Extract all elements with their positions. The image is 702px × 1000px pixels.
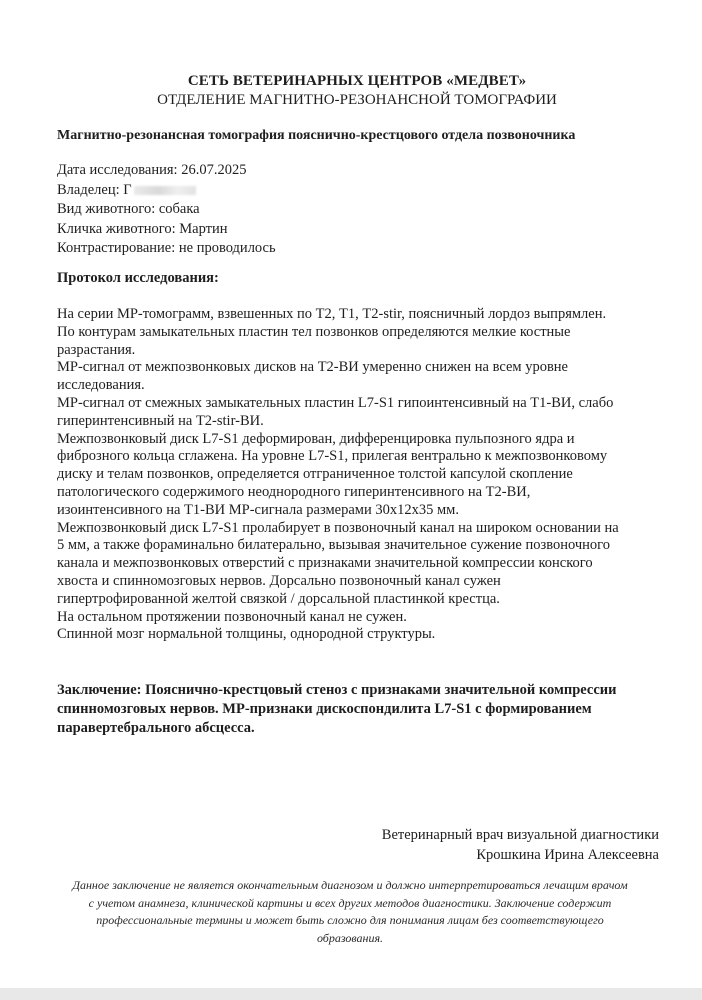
protocol-line: хвоста и спинномозговых нервов. Дорсально позвоночный канал сужен bbox=[57, 572, 501, 589]
report-header bbox=[0, 72, 702, 110]
protocol-body bbox=[57, 306, 677, 644]
disclaimer-line: Данное заключение не является окончательным диагнозом и должно интерпретироваться лечащим врачом bbox=[72, 878, 628, 892]
owner-redacted-blur bbox=[134, 186, 196, 195]
clinic-network-name: СЕТЬ ВЕТЕРИНАРНЫХ ЦЕНТРОВ «МЕДВЕТ» bbox=[187, 73, 527, 89]
species-row: Вид животного: собака bbox=[57, 201, 200, 217]
department-name: ОТДЕЛЕНИЕ МАГНИТНО-РЕЗОНАНСНОЙ ТОМОГРАФИИ bbox=[157, 92, 557, 108]
disclaimer-line: с учетом анамнеза, клинической картины и всех других методов диагностики. Заключение содержит bbox=[88, 895, 612, 910]
disclaimer bbox=[30, 877, 670, 947]
protocol-line: Межпозвонковый диск L7-S1 деформирован, дифференцировка пульпозного ядра и bbox=[57, 430, 575, 447]
protocol-line: Спинной мозг нормальной толщины, однородной структуры. bbox=[57, 626, 436, 643]
protocol-line: По контурам замыкательных пластин тел позвонков определяются мелкие костные bbox=[57, 323, 571, 340]
protocol-line: разрастания. bbox=[57, 341, 136, 358]
protocol-line: диску и телам позвонков, определяется отграниченное толстой капсулой скопление bbox=[57, 466, 573, 483]
study-title: Магнитно-резонансная томография пояснично-крестцового отдела позвоночника bbox=[57, 128, 576, 143]
conclusion-line: Заключение: Пояснично-крестцовый стеноз с признаками значительной компрессии bbox=[57, 682, 617, 698]
conclusion bbox=[57, 681, 616, 738]
doctor-name: Крошкина Ирина Алексеевна bbox=[476, 846, 659, 863]
protocol-line: МР-сигнал от межпозвонковых дисков на Т2-ВИ умеренно снижен на всем уровне bbox=[57, 359, 568, 376]
protocol-line: патологического содержимого неоднородного гиперинтенсивного на Т2-ВИ, bbox=[57, 483, 531, 500]
protocol-line: изоинтенсивного на Т1-ВИ МР-сигнала размерами 30х12х35 мм. bbox=[57, 501, 459, 518]
protocol-line: На серии МР-томограмм, взвешенных по Т2, Т1, Т2-stir, поясничный лордоз выпрямлен. bbox=[57, 306, 607, 322]
contrast-row: Контрастирование: не проводилось bbox=[57, 240, 276, 256]
protocol-line: На остальном протяжении позвоночный канал не сужен. bbox=[57, 608, 407, 625]
disclaimer-line: профессиональные термины и может быть сложно для понимания лицам без соответствующего bbox=[96, 913, 604, 927]
signature-block bbox=[382, 826, 659, 865]
study-date: Дата исследования: 26.07.2025 bbox=[57, 162, 247, 178]
owner-row bbox=[57, 181, 276, 201]
protocol-line: исследования. bbox=[57, 377, 145, 394]
patient-info bbox=[57, 161, 276, 259]
protocol-heading: Протокол исследования: bbox=[57, 270, 219, 286]
disclaimer-line: образования. bbox=[316, 930, 384, 945]
protocol-line: фиброзного кольца сглажена. На уровне L7-S1, прилегая вентрально к межпозвонковому bbox=[57, 448, 608, 465]
conclusion-line: спинномозговых нервов. МР-признаки дискоспондилита L7-S1 с формированием bbox=[57, 701, 592, 717]
protocol-line: канала и межпозвонковых отверстий с признаками значительной компрессии конского bbox=[57, 555, 593, 572]
doctor-position: Ветеринарный врач визуальной диагностики bbox=[381, 827, 659, 843]
conclusion-line: паравертебрального абсцесса. bbox=[57, 720, 255, 736]
pet-name-row: Кличка животного: Мартин bbox=[57, 220, 228, 237]
protocol-line: гипертрофированной желтой связкой / дорсальной пластинкой крестца. bbox=[57, 590, 500, 607]
protocol-line: 5 мм, а также фораминально билатерально, вызывая значительное сужение позвоночного bbox=[57, 537, 610, 554]
protocol-line: МР-сигнал от смежных замыкательных пластин L7-S1 гипоинтенсивный на Т1-ВИ, слабо bbox=[57, 394, 614, 411]
protocol-line: Межпозвонковый диск L7-S1 пролабирует в позвоночный канал на широком основании на bbox=[57, 519, 619, 536]
scan-bottom-edge bbox=[0, 988, 702, 1000]
protocol-line: гиперинтенсивный на Т2-stir-ВИ. bbox=[57, 412, 264, 429]
owner-label: Владелец: Г bbox=[57, 181, 132, 198]
